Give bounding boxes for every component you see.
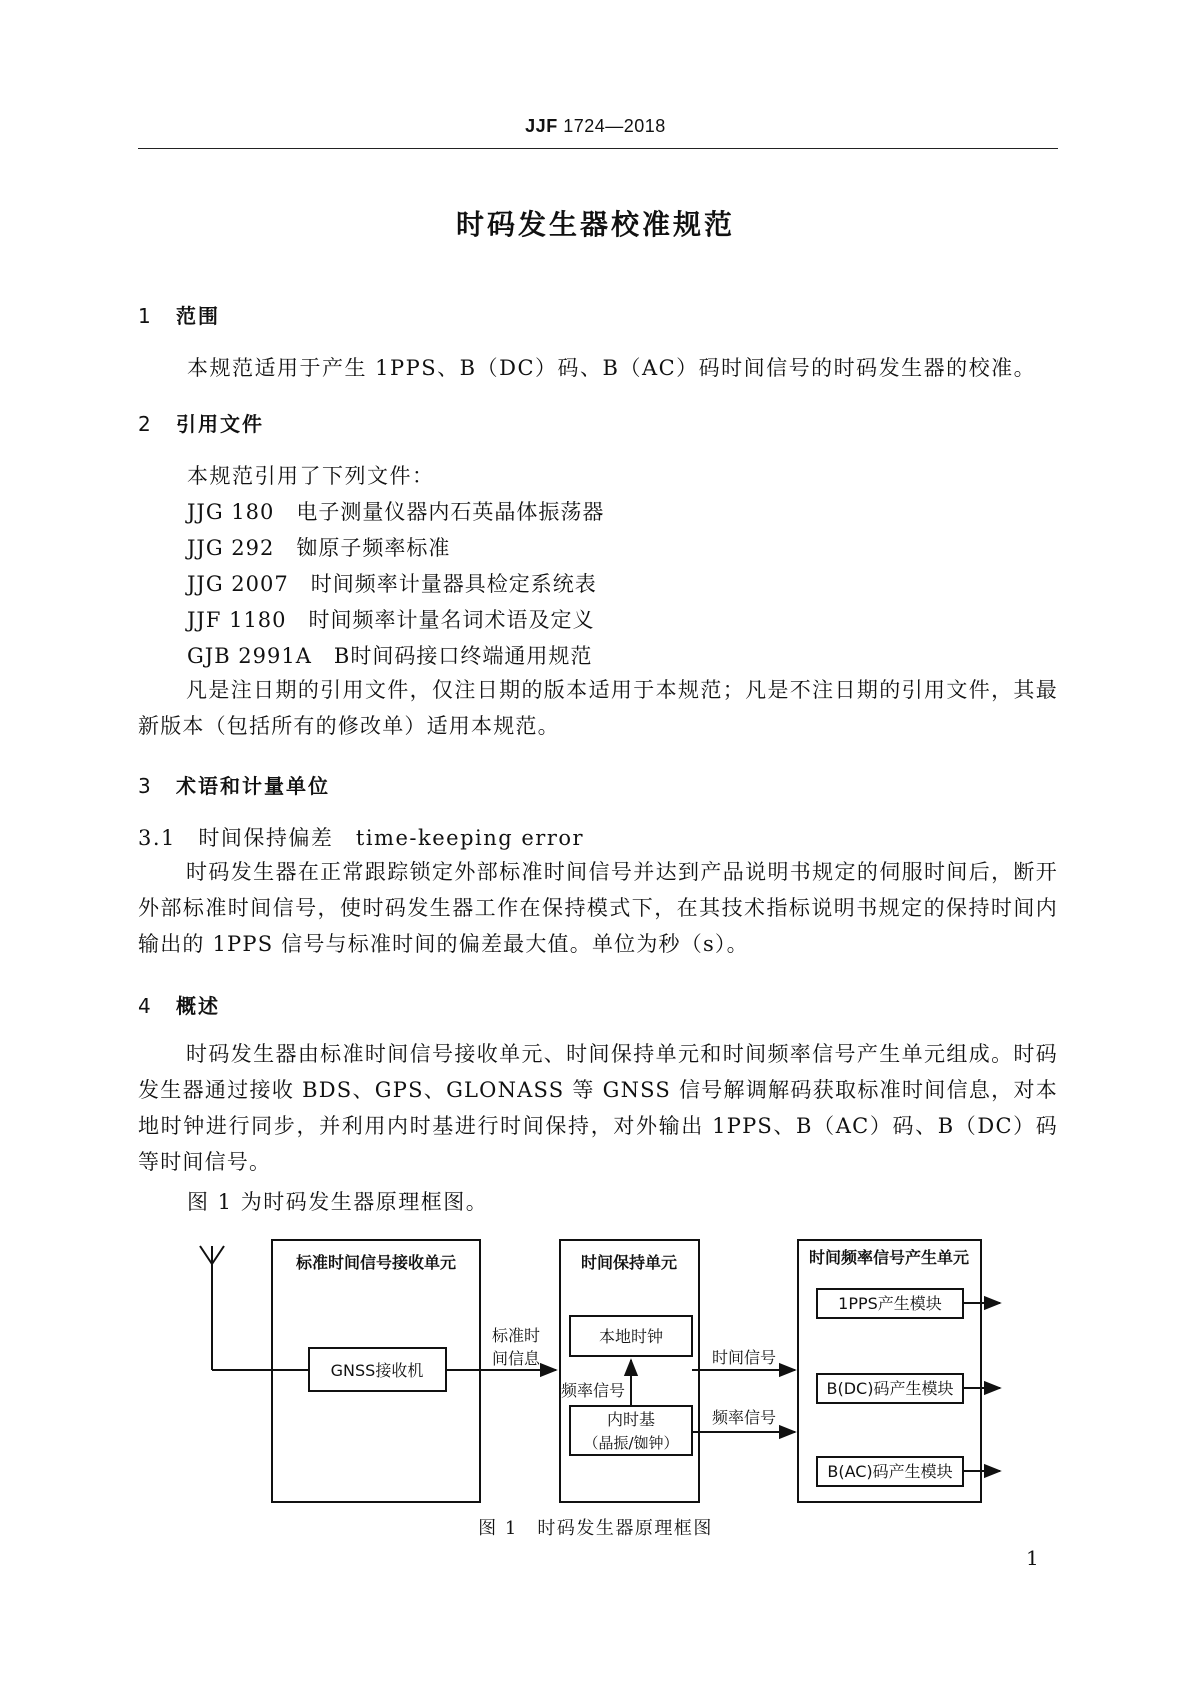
module-bdc-label: B(DC)码产生模块 xyxy=(826,1379,954,1398)
timekeeping-unit-title: 时间保持单元 xyxy=(580,1253,678,1272)
reference-item: JJG 2007 时间频率计量器具检定系统表 xyxy=(187,572,597,596)
term-definition: 时码发生器在正常跟踪锁定外部标准时间信号并达到产品说明书规定的伺服时间后，断开外部标准时间信号，使时码发生器工作在保持模式下，在其技术指标说明书规定的保持时间内输出的 1PPS 信号与标准时间的偏差最大值。单位为秒（s）。 xyxy=(138,860,1058,956)
module-bac-label: B(AC)码产生模块 xyxy=(827,1462,953,1481)
reference-item: JJG 292 铷原子频率标准 xyxy=(187,536,451,560)
term-number: 3.1 xyxy=(138,826,176,850)
std-time-info-label-2: 间信息 xyxy=(491,1349,541,1368)
reference-item: JJF 1180 时间频率计量名词术语及定义 xyxy=(187,608,595,632)
section-2-heading: 2 引用文件 xyxy=(138,412,264,436)
timekeeping-unit-box xyxy=(560,1240,699,1502)
section-2-note: 凡是注日期的引用文件，仅注日期的版本适用于本规范；凡是不注日期的引用文件，其最新版本（包括所有的修改单）适用本规范。 xyxy=(138,678,1058,738)
section-4-text: 时码发生器由标准时间信号接收单元、时间保持单元和时间频率信号产生单元组成。时码发生器通过接收 BDS、GPS、GLONASS 等 GNSS 信号解调解码获取标准时间信息，对本地时钟进行同步，并利用内时基进行时间保持，对外输出 1PPS、B（AC）码、B（DC）码等时间信号。 xyxy=(138,1042,1058,1174)
figure-caption xyxy=(0,1514,1191,1540)
time-signal-label: 时间信号 xyxy=(711,1348,777,1367)
inner-freq-signal-label: 频率信号 xyxy=(560,1381,626,1400)
term-cn: 时间保持偏差 xyxy=(198,826,334,850)
document-title: 时码发生器校准规范 xyxy=(455,208,735,241)
reference-item: GJB 2991A B时间码接口终端通用规范 xyxy=(187,644,593,668)
section-1-heading: 1 范围 xyxy=(138,304,220,328)
local-clock-label: 本地时钟 xyxy=(598,1327,664,1346)
reference-item: JJG 180 电子测量仪器内石英晶体振荡器 xyxy=(187,500,605,524)
module-1pps-label: 1PPS产生模块 xyxy=(838,1294,942,1313)
gnss-receiver-label: GNSS接收机 xyxy=(330,1361,424,1380)
section-1-text: 本规范适用于产生 1PPS、B（DC）码、B（AC）码时间信号的时码发生器的校准。 xyxy=(187,356,1037,380)
section-4-heading: 4 概述 xyxy=(138,994,220,1018)
figure-label: 图 1 xyxy=(478,1518,518,1539)
figure-caption-text: 时码发生器原理框图 xyxy=(537,1518,713,1539)
section-2-intro: 本规范引用了下列文件： xyxy=(187,464,435,488)
figure-reference: 图 1 为时码发生器原理框图。 xyxy=(187,1190,489,1214)
timebase-label-1: 内时基 xyxy=(606,1410,656,1429)
page-number: 1 xyxy=(1026,1546,1039,1570)
signal-generation-unit-title: 时间频率信号产生单元 xyxy=(808,1248,970,1267)
standard-code: JJF xyxy=(525,116,558,136)
std-time-info-label-1: 标准时 xyxy=(491,1326,541,1345)
freq-signal-label: 频率信号 xyxy=(711,1408,777,1427)
standard-number: 1724—2018 xyxy=(563,116,666,136)
term-en: time-keeping error xyxy=(355,826,585,850)
receiver-unit-title: 标准时间信号接收单元 xyxy=(295,1253,457,1272)
timebase-label-2: （晶振/铷钟） xyxy=(583,1434,679,1452)
section-3-heading: 3 术语和计量单位 xyxy=(138,774,330,798)
